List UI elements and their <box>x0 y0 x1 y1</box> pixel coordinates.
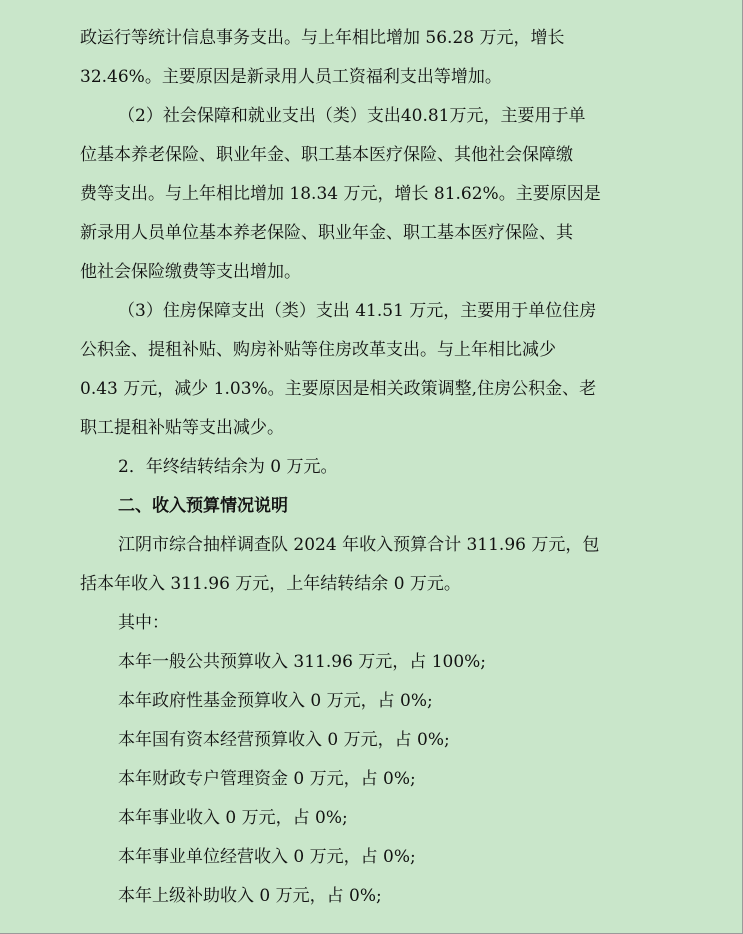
section-heading: 二、收入预算情况说明 <box>118 496 288 516</box>
text-line: （2）社会保障和就业支出（类）支出40.81万元，主要用于单 <box>118 106 586 126</box>
text-line: 江阴市综合抽样调查队 2024 年收入预算合计 311.96 万元，包 <box>118 535 600 555</box>
text-line: （3）住房保障支出（类）支出 41.51 万元，主要用于单位住房 <box>118 301 597 321</box>
list-item: 本年事业收入 0 万元，占 0%; <box>118 808 348 828</box>
list-item: 本年一般公共预算收入 311.96 万元，占 100%; <box>118 652 487 672</box>
text-line: 费等支出。与上年相比增加 18.34 万元，增长 81.62%。主要原因是 <box>80 184 601 204</box>
text-line: 政运行等统计信息事务支出。与上年相比增加 56.28 万元，增长 <box>80 28 565 48</box>
text-line: 0.43 万元，减少 1.03%。主要原因是相关政策调整,住房公积金、老 <box>80 379 597 399</box>
text-line: 职工提租补贴等支出减少。 <box>80 418 284 438</box>
list-item: 本年国有资本经营预算收入 0 万元，占 0%; <box>118 730 450 750</box>
text-line: 括本年收入 311.96 万元，上年结转结余 0 万元。 <box>80 574 461 594</box>
list-item: 本年财政专户管理资金 0 万元，占 0%; <box>118 769 416 789</box>
text-line: 其中： <box>118 613 169 633</box>
list-item: 本年上级补助收入 0 万元，占 0%; <box>118 886 382 906</box>
text-line: 他社会保险缴费等支出增加。 <box>80 262 301 282</box>
list-item: 本年政府性基金预算收入 0 万元，占 0%; <box>118 691 433 711</box>
text-line: 新录用人员单位基本养老保险、职业年金、职工基本医疗保险、其 <box>80 223 573 243</box>
text-line: 32.46%。主要原因是新录用人员工资福利支出等增加。 <box>80 67 502 87</box>
list-item: 本年事业单位经营收入 0 万元，占 0%; <box>118 847 416 867</box>
text-line: 位基本养老保险、职业年金、职工基本医疗保险、其他社会保障缴 <box>80 145 573 165</box>
text-line: 2．年终结转结余为 0 万元。 <box>118 457 338 477</box>
text-line: 公积金、提租补贴、购房补贴等住房改革支出。与上年相比减少 <box>80 340 556 360</box>
